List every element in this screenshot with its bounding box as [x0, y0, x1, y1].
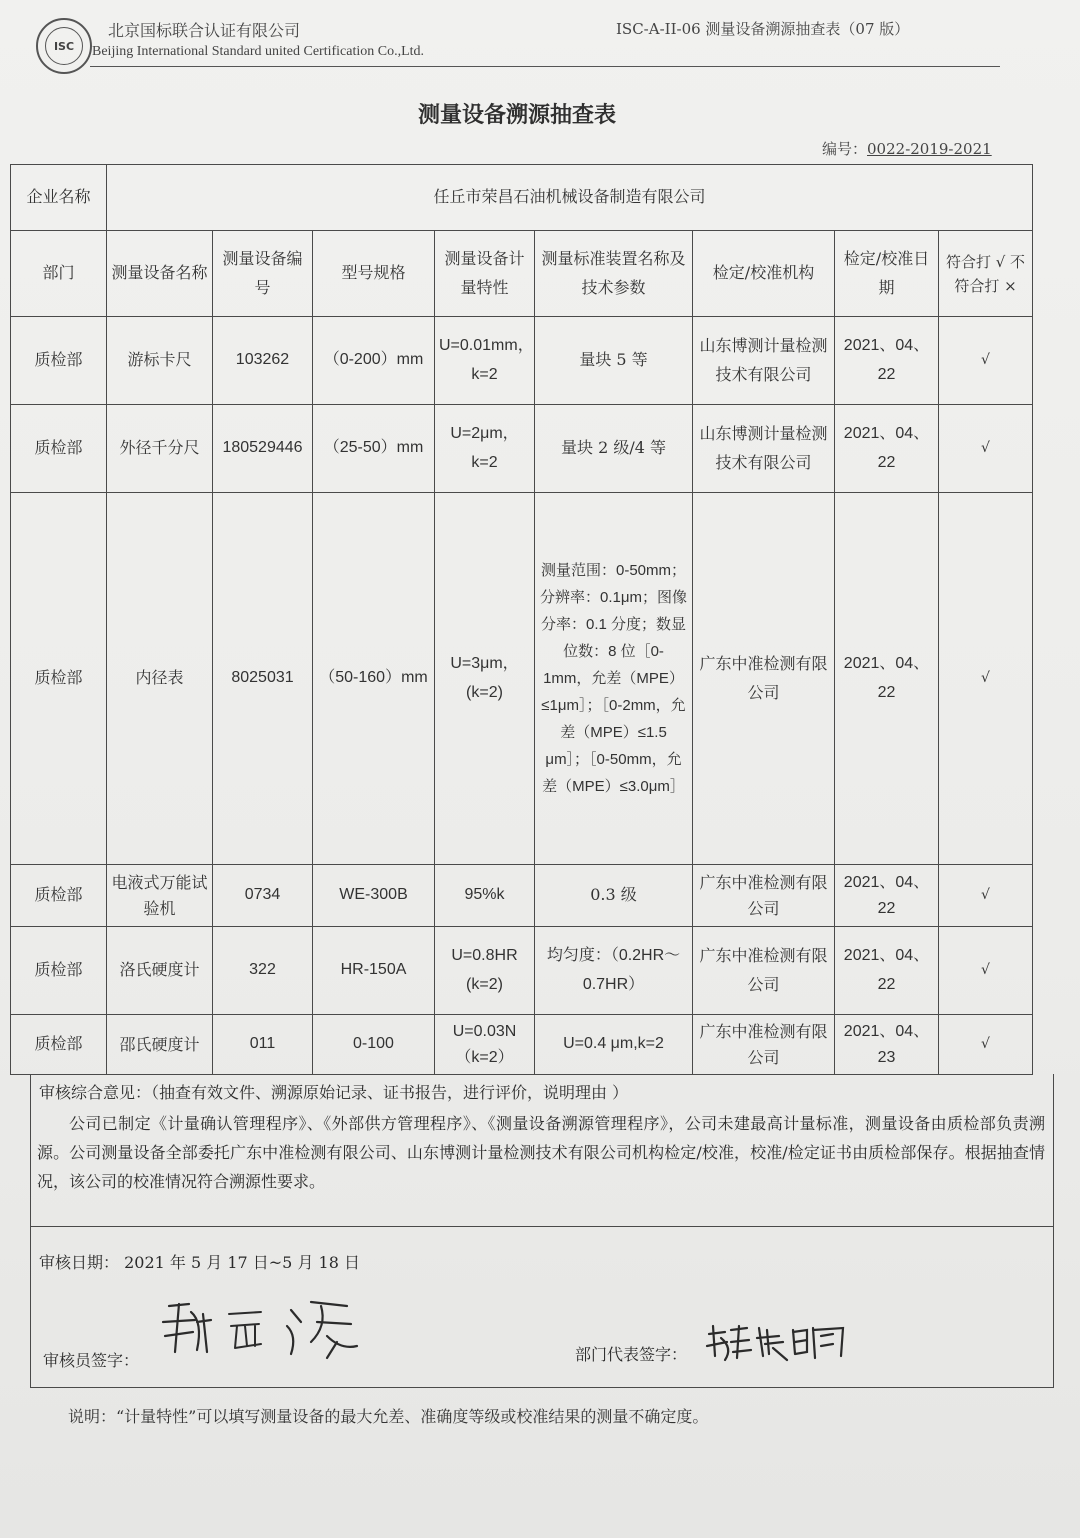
cell-date: 2021、04、22	[835, 317, 939, 405]
cell-model: WE-300B	[313, 865, 435, 927]
cell-number: 8025031	[213, 493, 313, 865]
enterprise-row	[11, 165, 1033, 231]
cell-dept: 质检部	[11, 1015, 107, 1075]
table-row	[11, 405, 1033, 493]
auditor-signature-label: 审核员签字：	[43, 1351, 140, 1370]
document-number	[822, 138, 992, 159]
cell-name: 电液式万能试验机	[107, 865, 213, 927]
cell-dept: 质检部	[11, 927, 107, 1015]
cell-name: 邵氏硬度计	[107, 1015, 213, 1075]
review-box	[30, 1074, 1054, 1388]
table-row	[11, 865, 1033, 927]
page-title: 测量设备溯源抽查表	[417, 102, 616, 128]
auditor-signature	[151, 1292, 371, 1362]
cell-org: 广东中准检测有限公司	[693, 1015, 835, 1075]
cell-result: √	[939, 493, 1033, 865]
cell-standard: 量块 2 级/4 等	[535, 405, 693, 493]
company-name-cn: 北京国标联合认证有限公司	[108, 21, 301, 40]
cell-standard: 量块 5 等	[535, 317, 693, 405]
cell-model: （25-50）mm	[313, 405, 435, 493]
table-row	[11, 1015, 1033, 1075]
company-logo	[36, 18, 92, 74]
header-divider	[90, 66, 1000, 67]
cell-org: 广东中准检测有限公司	[693, 927, 835, 1015]
col-header: 测量设备计量特性	[435, 231, 535, 317]
document-number-label: 编号：	[822, 140, 868, 158]
review-divider	[31, 1226, 1053, 1227]
col-header: 测量设备名称	[107, 231, 213, 317]
cell-number: 011	[213, 1015, 313, 1075]
cell-number: 322	[213, 927, 313, 1015]
cell-standard: 均匀度：（0.2HR～0.7HR）	[535, 927, 693, 1015]
col-header: 测量标准装置名称及技术参数	[535, 231, 693, 317]
cell-model: HR-150A	[313, 927, 435, 1015]
cell-org: 山东博测计量检测技术有限公司	[693, 405, 835, 493]
table-row	[11, 317, 1033, 405]
col-header: 符合打 √ 不符合打 ×	[939, 231, 1033, 317]
cell-standard: 测量范围：0-50mm；分辨率：0.1μm；图像分率：0.1 分度；数显位数：8 位［0-1mm，允差（MPE）≤1μm］；［0-2mm，允差（MPE）≤1.5 μm］；［0-50mm，允差（MPE）≤3.0μm］	[535, 493, 693, 865]
cell-date: 2021、04、22	[835, 865, 939, 927]
cell-char: U=3μm，(k=2)	[435, 493, 535, 865]
cell-char: 95%k	[435, 865, 535, 927]
cell-date: 2021、04、22	[835, 493, 939, 865]
cell-result: √	[939, 927, 1033, 1015]
footnote: 说明：“计量特性”可以填写测量设备的最大允差、准确度等级或校准结果的测量不确定度。	[68, 1407, 709, 1426]
cell-char: U=0.01mm，k=2	[435, 317, 535, 405]
cell-org: 广东中准检测有限公司	[693, 865, 835, 927]
dept-rep-signature-label: 部门代表签字：	[575, 1345, 688, 1364]
company-name-en: Beijing International Standard united Certification Co.,Ltd.	[92, 44, 425, 59]
table-row	[11, 927, 1033, 1015]
table-row	[11, 493, 1033, 865]
enterprise-value: 任丘市荣昌石油机械设备制造有限公司	[107, 165, 1033, 231]
cell-org: 山东博测计量检测技术有限公司	[693, 317, 835, 405]
review-heading: 审核综合意见：（抽查有效文件、溯源原始记录、证书报告，进行评价，说明理由 ）	[39, 1083, 629, 1102]
cell-dept: 质检部	[11, 405, 107, 493]
cell-dept: 质检部	[11, 493, 107, 865]
audit-date: 审核日期： 2021 年 5 月 17 日~5 月 18 日	[39, 1253, 360, 1272]
cell-result: √	[939, 317, 1033, 405]
cell-model: 0-100	[313, 1015, 435, 1075]
cell-dept: 质检部	[11, 865, 107, 927]
cell-dept: 质检部	[11, 317, 107, 405]
table-header-row	[11, 231, 1033, 317]
logo-text: ISC	[53, 39, 75, 53]
cell-result: √	[939, 1015, 1033, 1075]
cell-date: 2021、04、23	[835, 1015, 939, 1075]
document-number-value: 0022-2019-2021	[867, 140, 992, 158]
logo-mark	[45, 27, 83, 65]
cell-name: 洛氏硬度计	[107, 927, 213, 1015]
traceability-table	[10, 164, 1033, 1075]
cell-char: U=0.03N（k=2）	[435, 1015, 535, 1075]
col-header: 检定/校准机构	[693, 231, 835, 317]
cell-standard: U=0.4 μm,k=2	[535, 1015, 693, 1075]
cell-result: √	[939, 865, 1033, 927]
review-text: 公司已制定《计量确认管理程序》、《外部供方管理程序》、《测量设备溯源管理程序》，公司未建最高计量标准，测量设备由质检部负责溯源。公司测量设备全部委托广东中准检测有限公司、山东博测计量检测技术有限公司机构检定/校准，校准/检定证书由质检部保存。根据抽查情况，该公司的校准情况符合溯源性要求。	[37, 1114, 1045, 1191]
cell-name: 外径千分尺	[107, 405, 213, 493]
cell-name: 内径表	[107, 493, 213, 865]
col-header: 部门	[11, 231, 107, 317]
cell-date: 2021、04、22	[835, 405, 939, 493]
col-header: 测量设备编号	[213, 231, 313, 317]
col-header: 型号规格	[313, 231, 435, 317]
cell-char: U=0.8HR (k=2)	[435, 927, 535, 1015]
cell-standard: 0.3 级	[535, 865, 693, 927]
cell-char: U=2μm，k=2	[435, 405, 535, 493]
form-code: ISC-A-II-06 测量设备溯源抽查表（07 版）	[616, 20, 910, 38]
cell-number: 180529446	[213, 405, 313, 493]
enterprise-label: 企业名称	[11, 165, 107, 231]
col-header: 检定/校准日期	[835, 231, 939, 317]
cell-number: 103262	[213, 317, 313, 405]
cell-model: （50-160）mm	[313, 493, 435, 865]
cell-name: 游标卡尺	[107, 317, 213, 405]
cell-result: √	[939, 405, 1033, 493]
cell-number: 0734	[213, 865, 313, 927]
cell-date: 2021、04、22	[835, 927, 939, 1015]
dept-rep-signature	[703, 1320, 853, 1364]
cell-org: 广东中准检测有限公司	[693, 493, 835, 865]
cell-model: （0-200）mm	[313, 317, 435, 405]
